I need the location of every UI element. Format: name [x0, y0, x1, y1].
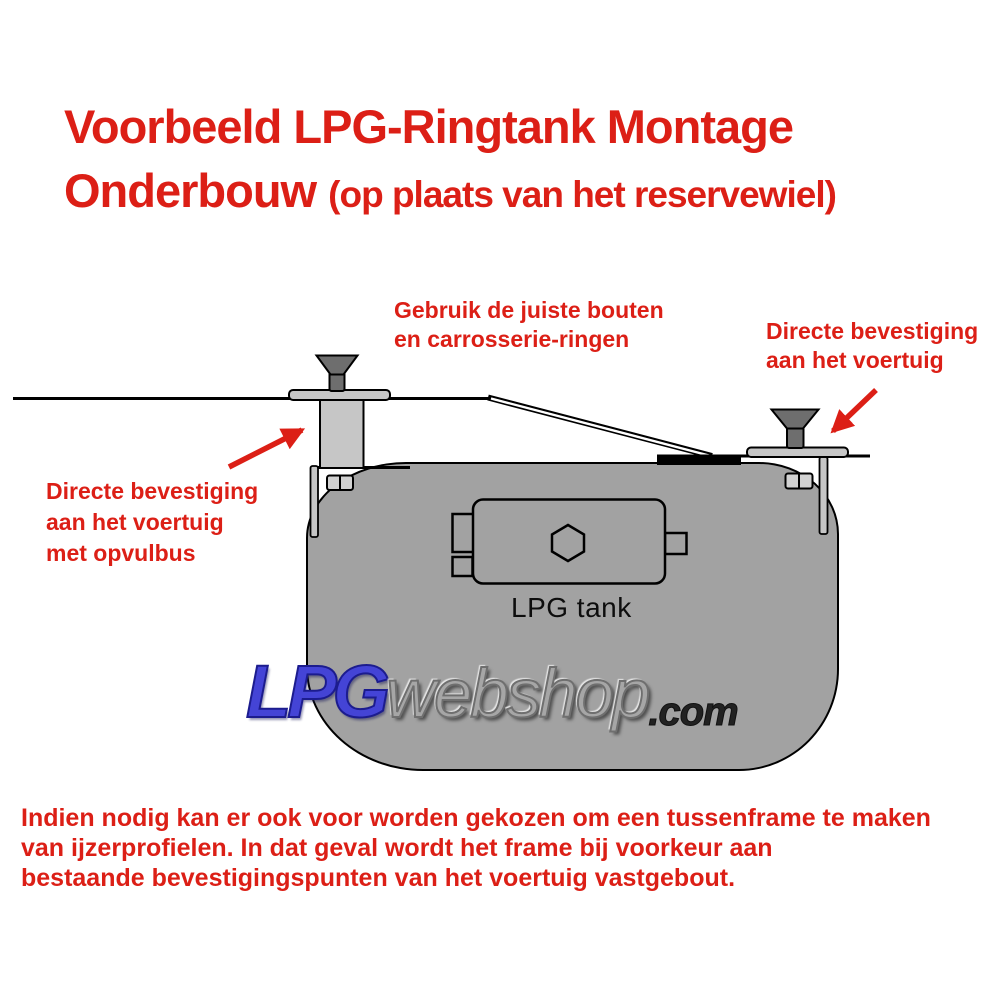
- annotation-direct-right-line2: aan het voertuig: [766, 347, 944, 373]
- page-title-line2: [64, 163, 836, 218]
- annotation-bolts-line2: en carrosserie-ringen: [394, 326, 630, 352]
- floor-slope-outer: [488, 398, 712, 457]
- annotation-direct-left: [46, 476, 258, 569]
- arrow-left: [229, 430, 302, 467]
- watermark-brand-rest: webshop: [386, 655, 649, 732]
- annotation-direct-right: [766, 317, 978, 375]
- footer-note-line1: Indien nodig kan er ook voor worden gekozen om een tussenframe te maken: [21, 804, 931, 832]
- annotation-direct-left-line2: aan het voertuig: [46, 509, 224, 535]
- left-washer-plate: [289, 390, 390, 400]
- page-title-line2-sub: (op plaats van het reservewiel): [328, 174, 836, 215]
- left-bolt-shank: [330, 372, 345, 391]
- watermark-brand-bold: LPG: [246, 650, 387, 733]
- watermark-tld: .com: [648, 690, 738, 734]
- annotation-bolts-line1: Gebruik de juiste bouten: [394, 297, 664, 323]
- right-bolt-shank: [787, 427, 804, 448]
- annotation-direct-left-line1: Directe bevestiging: [46, 478, 259, 504]
- spacer-bush: [320, 399, 364, 468]
- right-bolt-head: [772, 410, 819, 429]
- page-title-line1: Voorbeeld LPG-Ringtank Montage: [64, 100, 793, 153]
- footer-note: [21, 803, 931, 893]
- right-washer-plate: [747, 448, 848, 458]
- floor-slope-inner: [491, 399, 709, 456]
- arrow-right: [833, 390, 876, 431]
- tank-label: LPG tank: [511, 592, 632, 623]
- watermark: [246, 650, 738, 734]
- footer-note-line2: van ijzerprofielen. In dat geval wordt het frame bij voorkeur aan: [21, 834, 773, 862]
- page-title-line2-main: Onderbouw: [64, 164, 329, 217]
- annotation-direct-right-line1: Directe bevestiging: [766, 318, 979, 344]
- footer-note-line3: bestaande bevestigingspunten van het voertuig vastgebout.: [21, 864, 736, 892]
- annotation-bolts: [394, 296, 664, 354]
- left-bolt-head: [317, 356, 358, 375]
- annotation-direct-left-line3: met opvulbus: [46, 540, 196, 566]
